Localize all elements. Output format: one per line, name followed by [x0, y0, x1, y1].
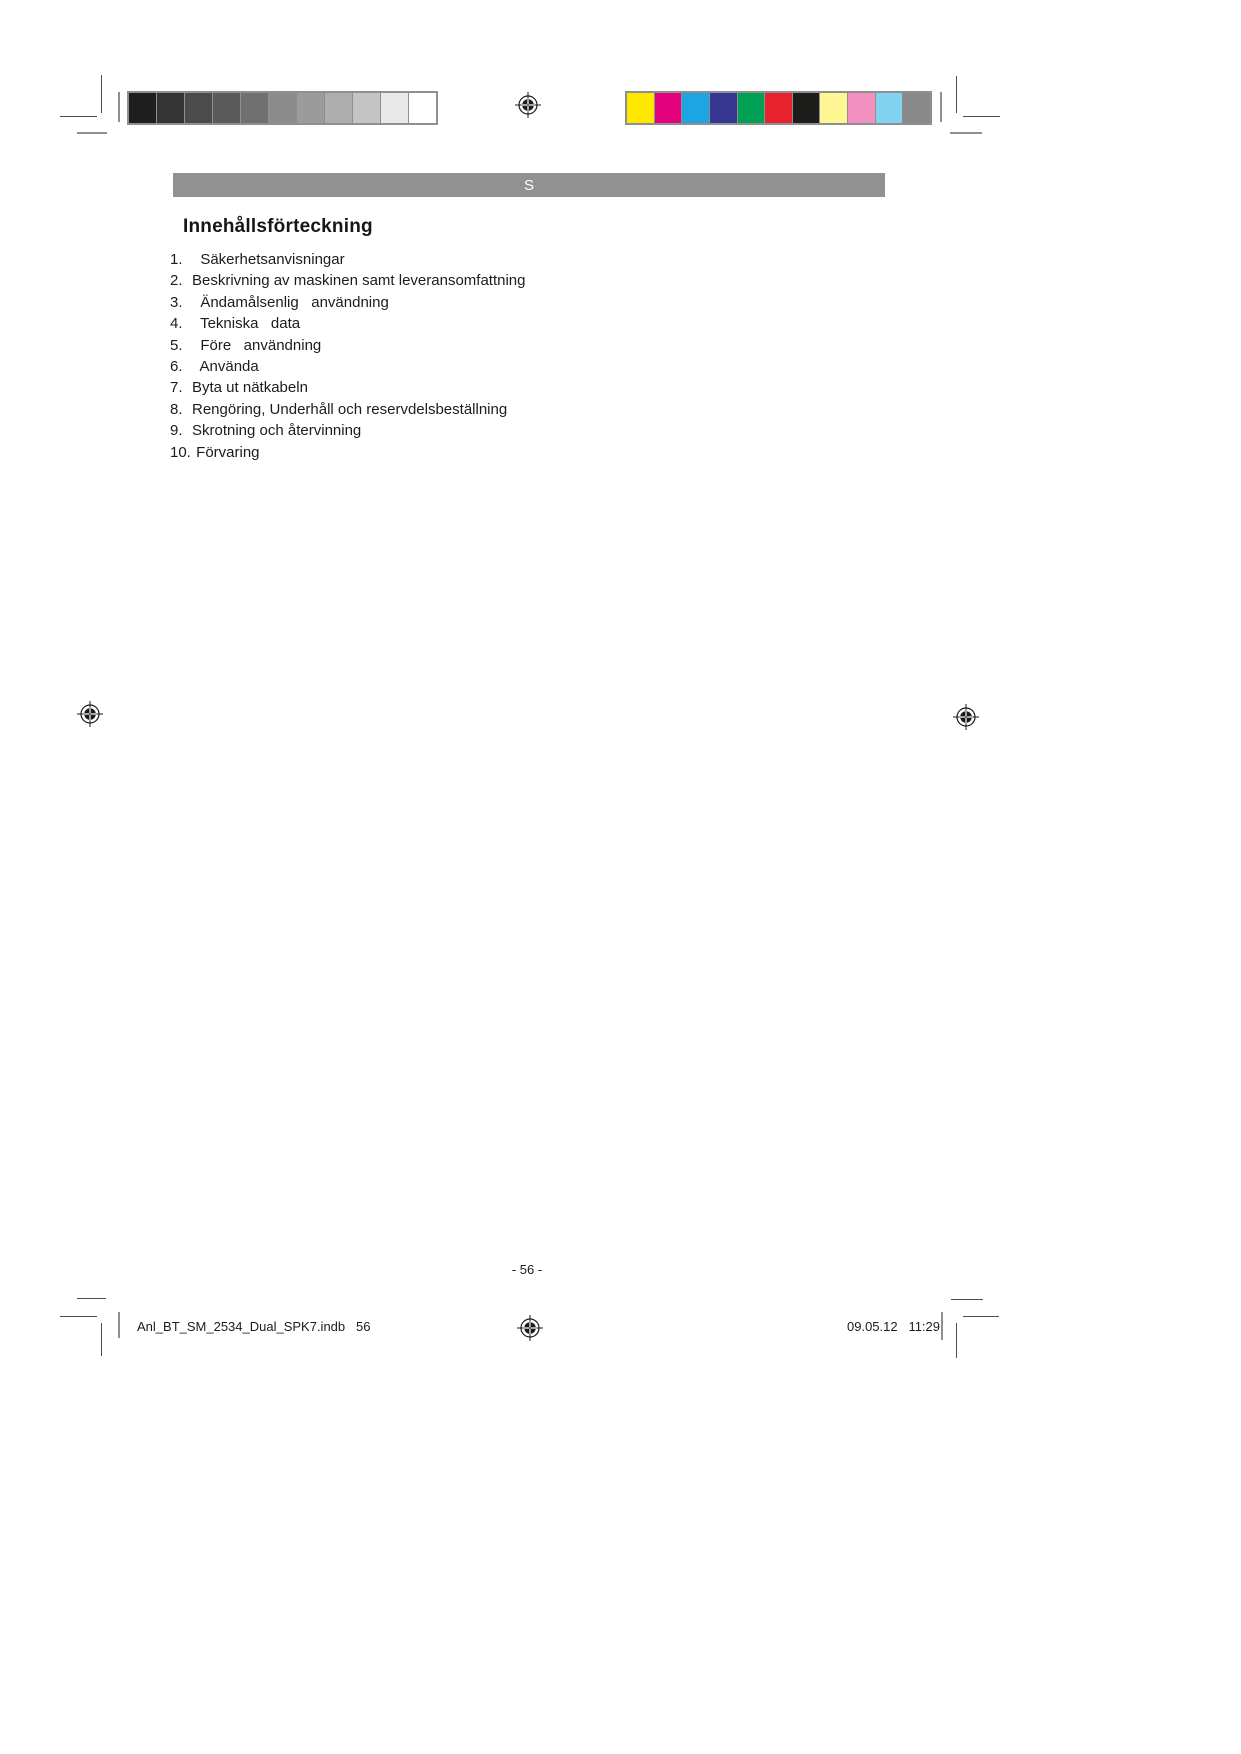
grayscale-swatch [297, 93, 325, 123]
crop-mark [941, 1312, 943, 1340]
toc-item-text: Beskrivning av maskinen samt leveransomfattning [192, 272, 526, 290]
toc-item-number: 6. [170, 357, 183, 375]
toc-item-text: Använda [192, 357, 259, 375]
toc-item-text: Byta ut nätkabeln [192, 379, 308, 397]
grayscale-swatch [381, 93, 409, 123]
toc-item-text: Före användning [192, 336, 322, 354]
grayscale-swatch [129, 93, 157, 123]
toc-item [170, 356, 526, 377]
crop-mark [956, 1323, 957, 1358]
crop-mark [60, 116, 97, 117]
crop-mark [101, 75, 102, 113]
section-label: S [523, 176, 534, 194]
toc-item-number: 2. [170, 272, 183, 290]
color-swatch [682, 93, 710, 123]
toc-item-text: Säkerhetsanvisningar [192, 251, 345, 268]
toc-item-number: 9. [170, 422, 183, 440]
crop-mark [950, 132, 982, 134]
toc-item-text: Rengöring, Underhåll och reservdelsbeställning [192, 400, 508, 418]
color-swatch [765, 93, 793, 123]
color-swatch [876, 93, 904, 123]
toc-item-number: 10. [170, 443, 191, 461]
crop-mark [60, 1316, 97, 1317]
registration-mark-icon [517, 1315, 543, 1341]
footer-filename: Anl_BT_SM_2534_Dual_SPK7.indb 56 [137, 1319, 371, 1334]
color-swatch [738, 93, 766, 123]
toc-item [170, 399, 526, 420]
footer-timestamp: 09.05.12 11:29 [847, 1319, 941, 1334]
crop-mark [963, 1316, 999, 1317]
grayscale-swatch [353, 93, 381, 123]
toc-item-text: Förvaring [192, 443, 260, 461]
crop-mark [118, 92, 120, 122]
table-of-contents [170, 249, 526, 463]
toc-item-number: 7. [170, 379, 183, 397]
color-swatch [793, 93, 821, 123]
toc-item-text: Skrotning och återvinning [192, 422, 362, 440]
crop-mark [940, 92, 942, 122]
registration-mark-icon [515, 92, 541, 118]
toc-item-number: 1. [170, 251, 183, 268]
section-header-bar [173, 173, 885, 197]
toc-item-number: 8. [170, 400, 183, 418]
crop-mark [118, 1312, 120, 1338]
toc-item [170, 335, 526, 356]
toc-item-number: 5. [170, 336, 183, 354]
grayscale-swatch [409, 93, 436, 123]
toc-item [170, 270, 526, 291]
crop-mark [951, 1299, 983, 1300]
grayscale-calibration-bar [127, 91, 438, 125]
color-calibration-bar [625, 91, 932, 125]
color-swatch [627, 93, 655, 123]
grayscale-swatch [185, 93, 213, 123]
toc-item-number: 4. [170, 315, 183, 333]
color-swatch [655, 93, 683, 123]
crop-mark [101, 1323, 102, 1356]
grayscale-swatch [325, 93, 353, 123]
grayscale-swatch [269, 93, 297, 123]
crop-mark [956, 76, 957, 113]
toc-item [170, 249, 526, 270]
toc-item [170, 313, 526, 334]
grayscale-swatch [213, 93, 241, 123]
color-swatch [820, 93, 848, 123]
toc-item [170, 377, 526, 398]
toc-item-number: 3. [170, 293, 183, 311]
toc-item [170, 420, 526, 441]
page-title: Innehållsförteckning [183, 216, 373, 237]
color-swatch [848, 93, 876, 123]
grayscale-swatch [157, 93, 185, 123]
color-swatch [903, 93, 930, 123]
registration-mark-icon [77, 701, 103, 727]
toc-item-text: Ändamålsenlig användning [192, 293, 389, 311]
crop-mark [963, 116, 1000, 117]
crop-mark [77, 132, 107, 134]
toc-item-text: Tekniska data [192, 315, 301, 333]
registration-mark-icon [953, 704, 979, 730]
grayscale-swatch [241, 93, 269, 123]
color-swatch [710, 93, 738, 123]
toc-item [170, 442, 526, 463]
page-number: - 56 - [511, 1262, 543, 1277]
crop-mark [77, 1298, 106, 1299]
toc-item [170, 292, 526, 313]
